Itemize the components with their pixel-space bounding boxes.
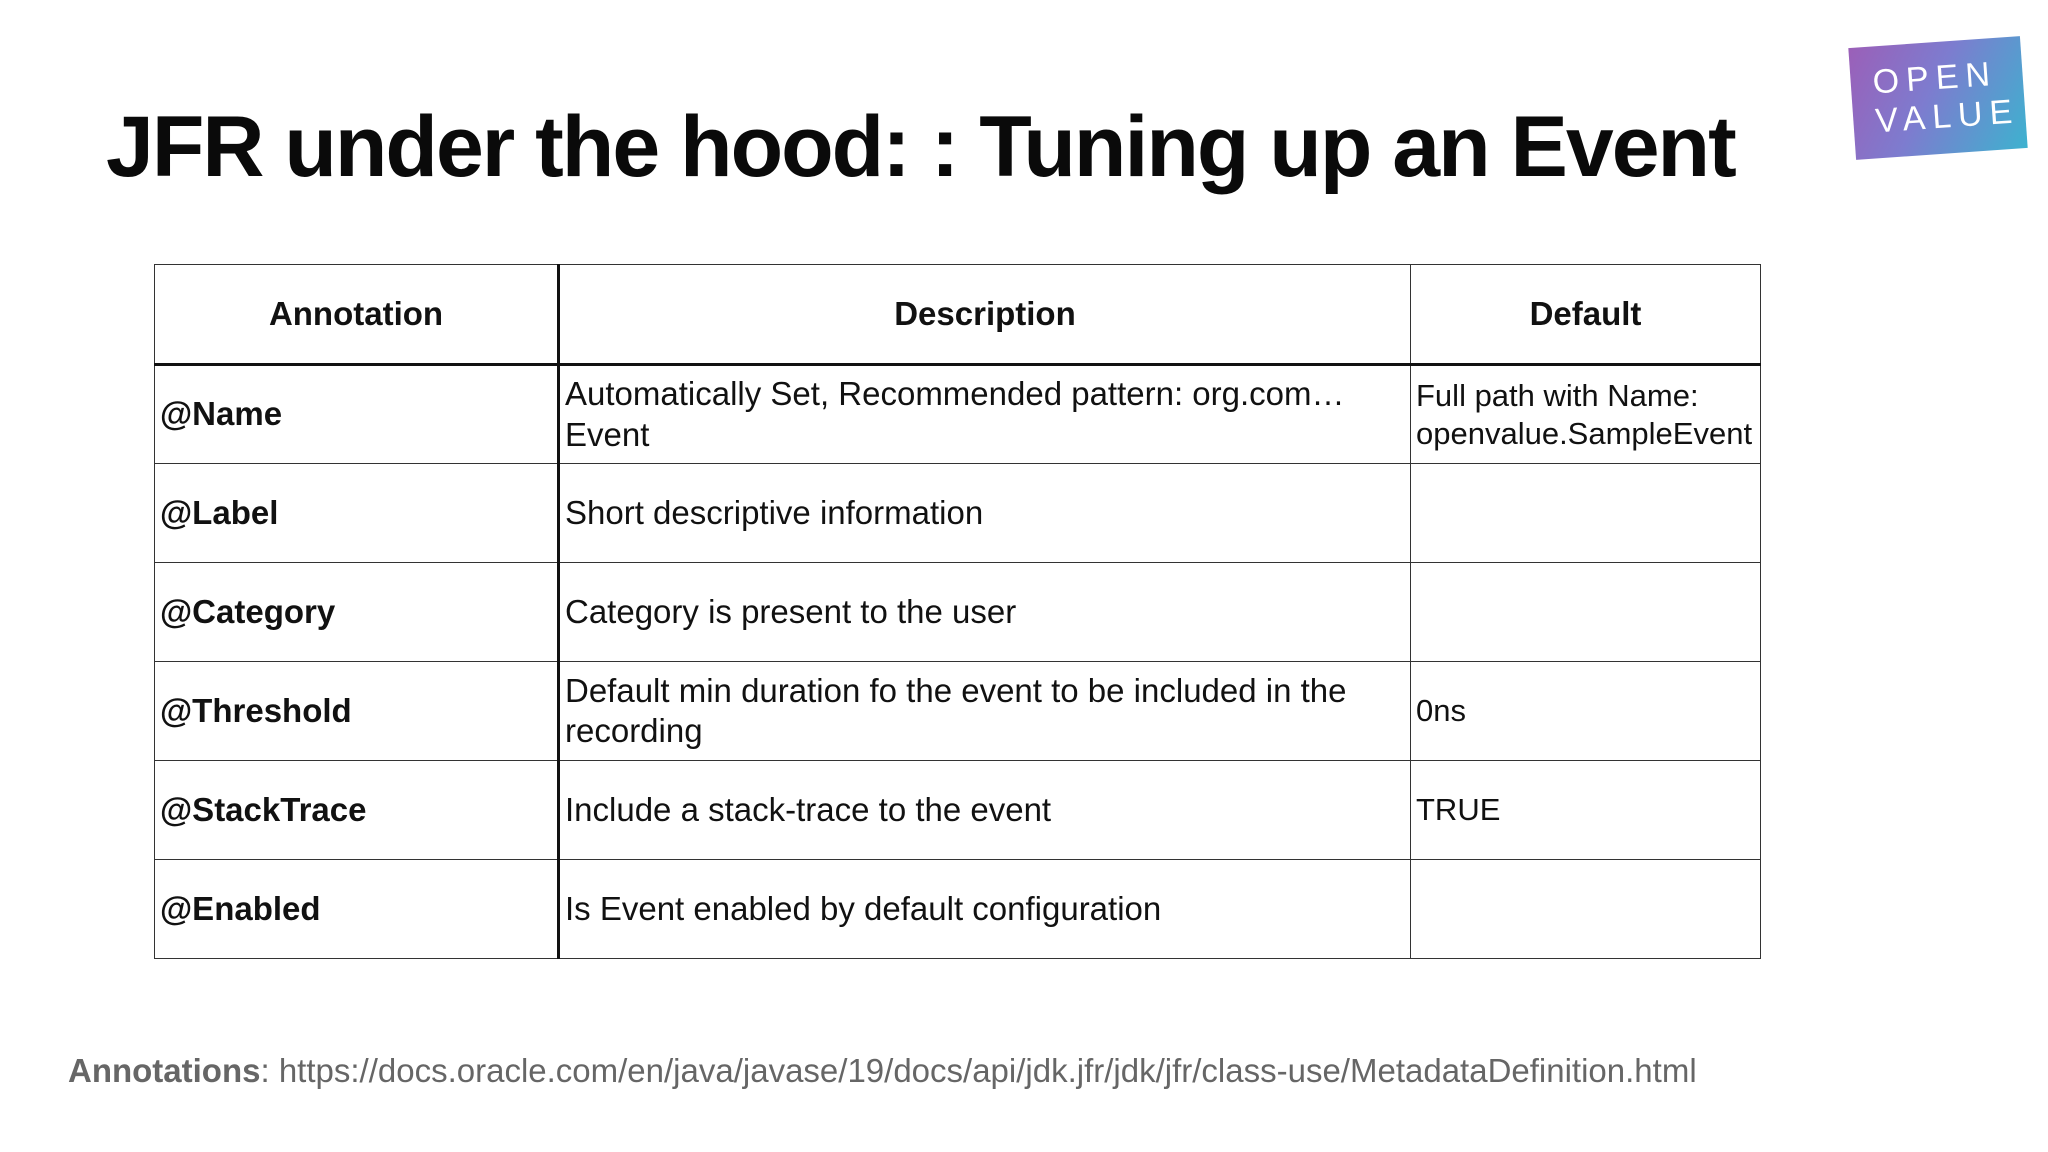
table-row: [155, 563, 1761, 662]
annotation-cell: @Category: [155, 563, 559, 662]
default-cell: [1411, 365, 1761, 464]
description-cell: Include a stack-trace to the event: [559, 761, 1411, 860]
default-line: Full path with Name:: [1416, 377, 1699, 413]
description-cell: Category is present to the user: [559, 563, 1411, 662]
footer-url-link[interactable]: https://docs.oracle.com/en/java/javase/19/docs/api/jdk.jfr/jdk/jfr/class-use/MetadataDefinition.html: [278, 1052, 1697, 1089]
table-header-row: [155, 265, 1761, 365]
table-row: [155, 464, 1761, 563]
footer-label: Annotations: [68, 1052, 261, 1089]
description-cell: [559, 662, 1411, 761]
annotation-cell: @StackTrace: [155, 761, 559, 860]
default-cell: 0ns: [1411, 662, 1761, 761]
annotation-cell: @Enabled: [155, 860, 559, 959]
table-row: [155, 860, 1761, 959]
annotation-table: [154, 264, 1761, 959]
description-line: Default min duration fo the event to be included in the: [565, 671, 1347, 709]
description-line: recording: [565, 712, 703, 749]
default-cell: [1411, 860, 1761, 959]
default-cell: [1411, 464, 1761, 563]
openvalue-logo: [1848, 36, 2027, 160]
description-line: Event: [565, 415, 650, 453]
description-line: Automatically Set, Recommended pattern: org.com…: [565, 375, 1345, 413]
header-description: Description: [559, 265, 1411, 365]
logo-line-1: OPEN: [1871, 54, 1999, 102]
annotation-cell: @Label: [155, 464, 559, 563]
logo-line-2: VALUE: [1874, 92, 2021, 141]
header-default: Default: [1411, 265, 1761, 365]
default-cell: TRUE: [1411, 761, 1761, 860]
default-line: openvalue.SampleEvent: [1416, 415, 1753, 451]
slide-title: JFR under the hood: : Tuning up an Event: [106, 99, 1735, 195]
annotation-cell: @Name: [155, 365, 559, 464]
description-cell: [559, 365, 1411, 464]
description-cell: Short descriptive information: [559, 464, 1411, 563]
default-cell: [1411, 563, 1761, 662]
table-row: [155, 761, 1761, 860]
table-row: [155, 365, 1761, 464]
footer-separator: :: [260, 1052, 279, 1089]
table-row: [155, 662, 1761, 761]
description-cell: Is Event enabled by default configuration: [559, 860, 1411, 959]
header-annotation: Annotation: [155, 265, 559, 365]
annotation-cell: @Threshold: [155, 662, 559, 761]
footer-reference: [68, 1052, 1697, 1090]
